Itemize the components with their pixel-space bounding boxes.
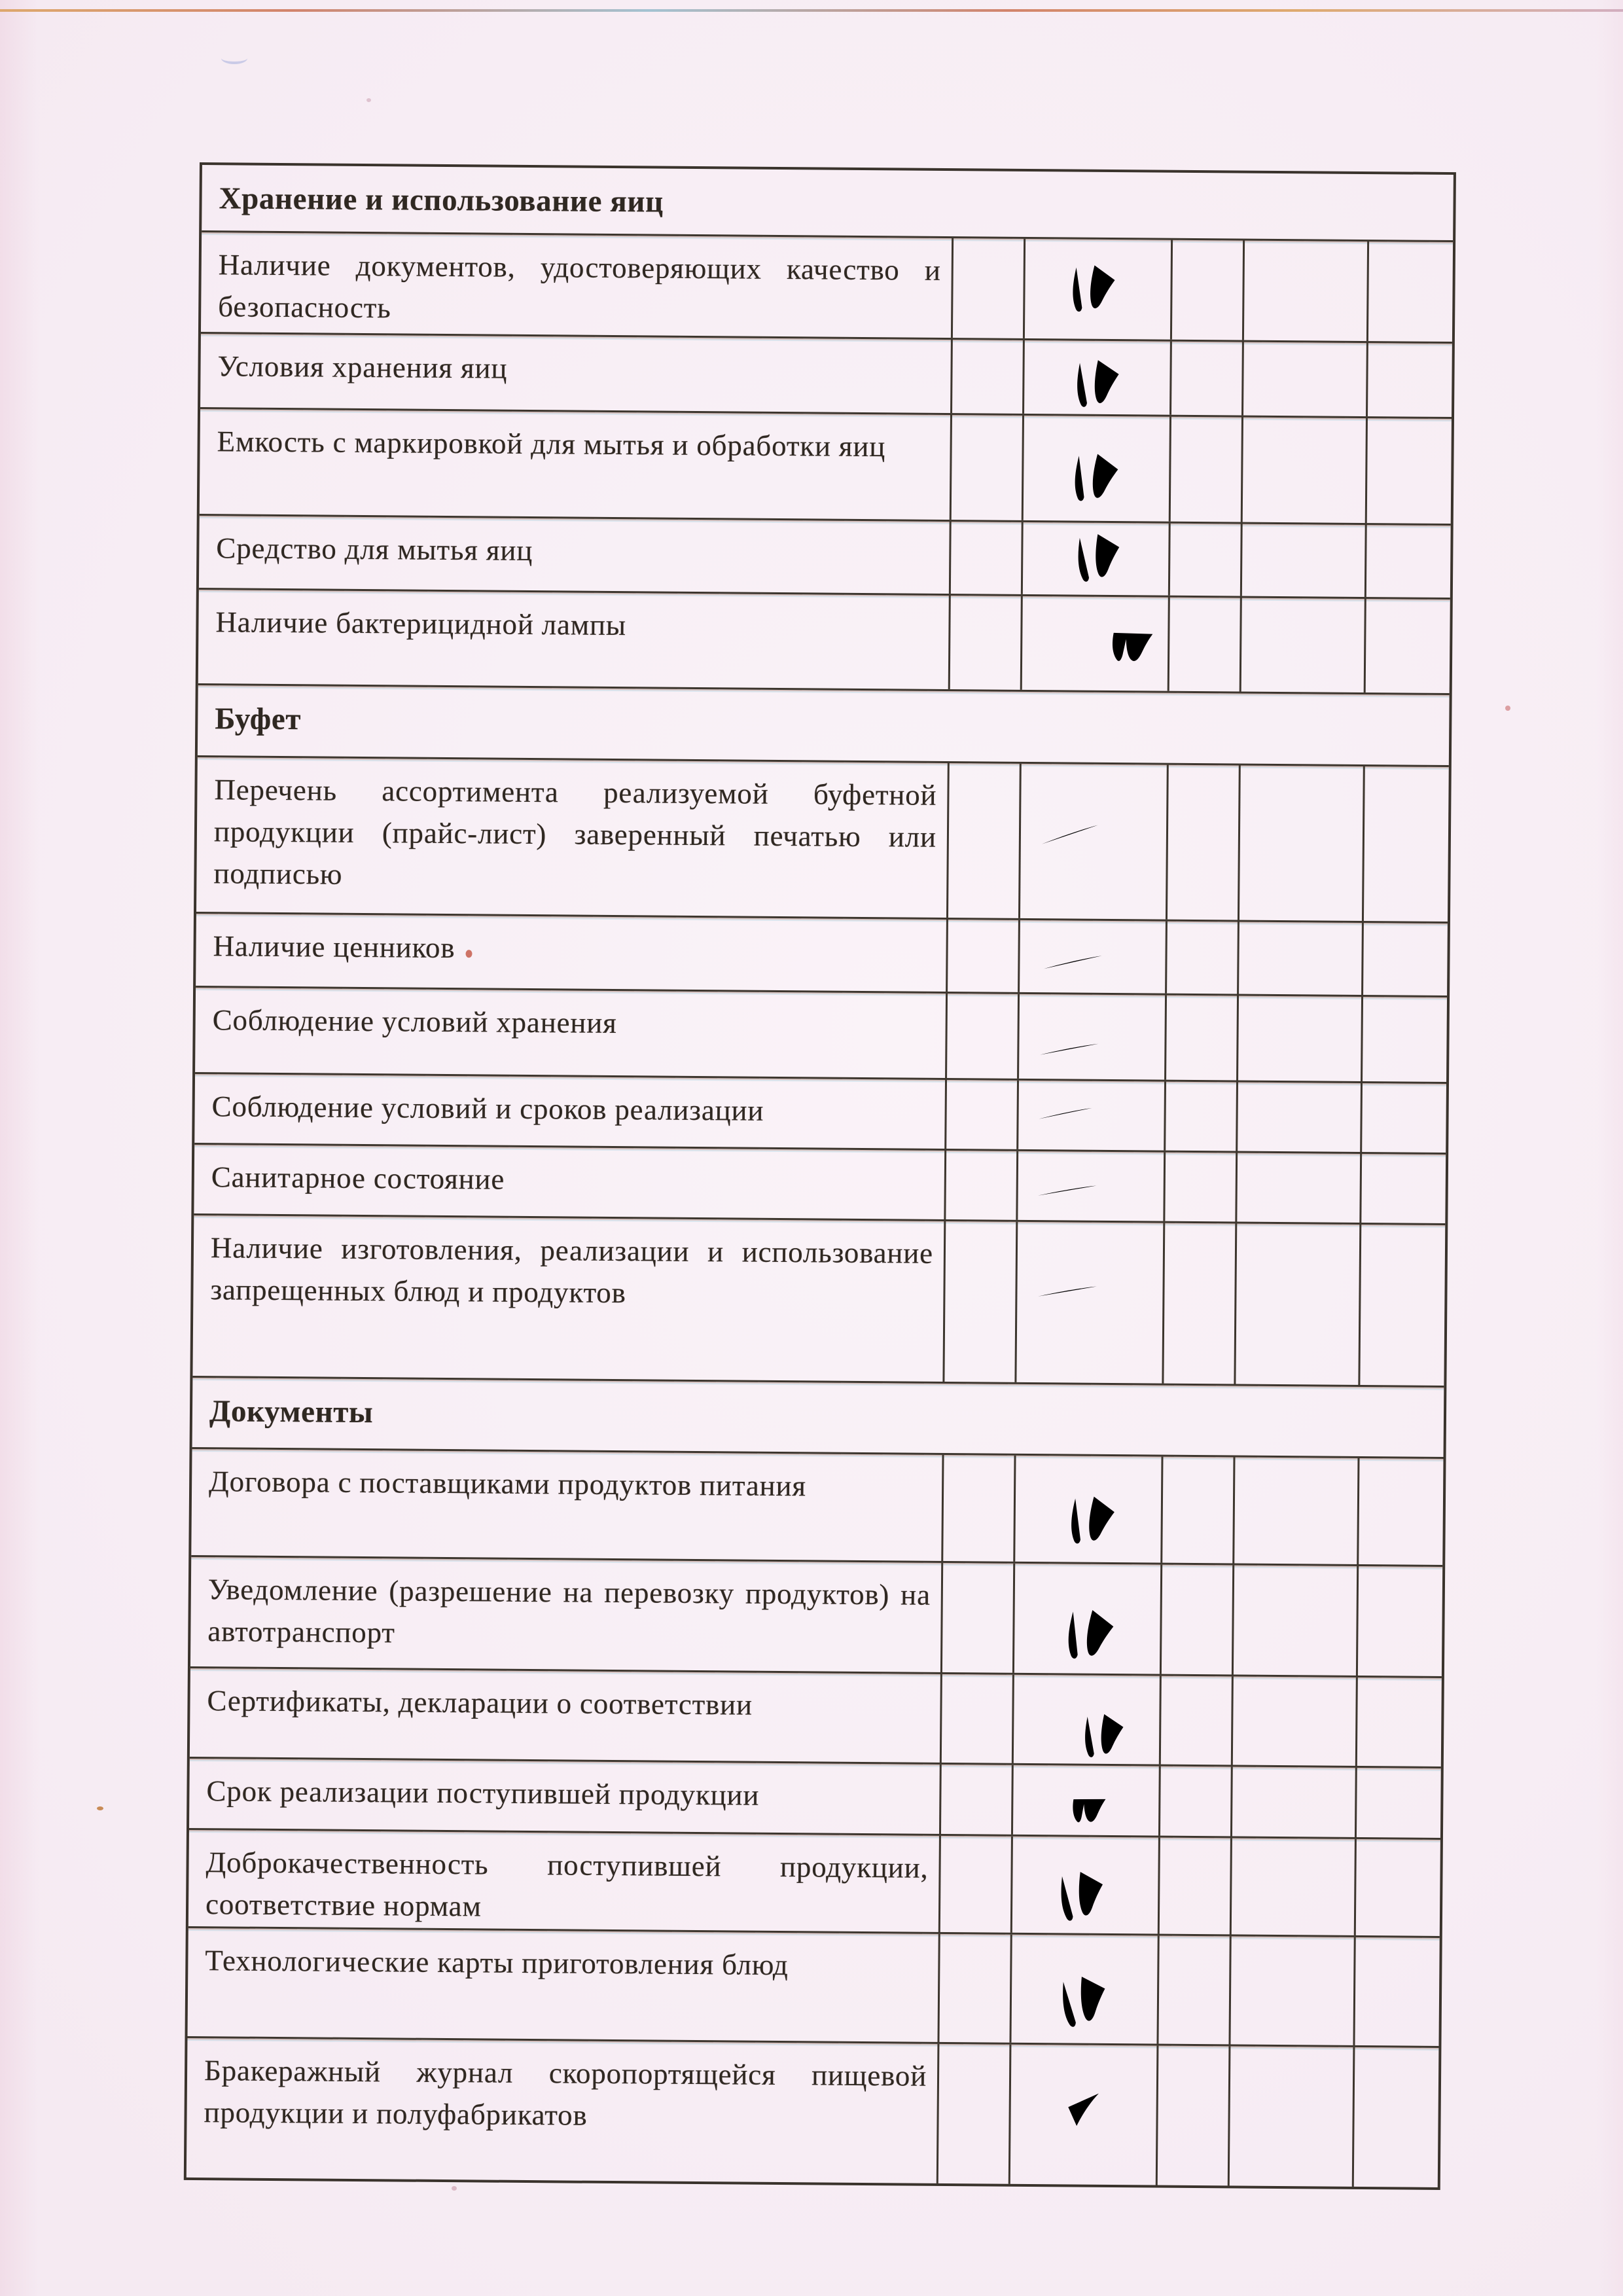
- paper-speck: [97, 1806, 103, 1810]
- row-label: Бракеражный журнал скоропортящейся пищевой продукции и полуфабрикатов: [204, 2054, 927, 2132]
- empty-cell: [1234, 1457, 1359, 1564]
- empty-cell: [1170, 524, 1243, 596]
- row-label: Доброкачественность поступившей продукции, соответствие нормам: [205, 1846, 929, 1923]
- row-label: Условия хранения яиц: [217, 350, 508, 385]
- empty-cell: [943, 1455, 1016, 1562]
- empty-cell: [1171, 342, 1244, 416]
- table-row: [192, 1215, 1445, 1388]
- empty-cell: [1164, 1223, 1237, 1384]
- row-label: Срок реализации поступившей продукции: [206, 1774, 760, 1812]
- empty-cell: [1232, 1767, 1357, 1837]
- table-row: [195, 988, 1447, 1084]
- handwritten-check-mark: [1043, 1967, 1123, 2047]
- empty-cell: [1160, 1838, 1232, 1935]
- table-row: [188, 1830, 1440, 1938]
- mark-cell: [1020, 764, 1169, 920]
- handwritten-check-mark: [1069, 1708, 1134, 1773]
- empty-cell: [946, 1080, 1019, 1149]
- empty-cell: [1232, 1838, 1357, 1935]
- empty-cell: [1158, 1936, 1231, 2045]
- table-row: [189, 1759, 1441, 1840]
- handwritten-check-mark: [1056, 260, 1124, 329]
- empty-cell: [946, 1151, 1018, 1220]
- empty-cell: [944, 1221, 1018, 1382]
- faint-pen-smudge: [221, 52, 247, 64]
- empty-cell: [952, 415, 1024, 520]
- empty-cell: [942, 1674, 1014, 1763]
- section-header-row: [202, 165, 1454, 242]
- table-row: [198, 590, 1450, 695]
- mark-cell: [1022, 596, 1170, 691]
- handwritten-check-mark: [1041, 1863, 1118, 1941]
- empty-cell: [950, 596, 1023, 690]
- checklist-table: [184, 162, 1456, 2190]
- empty-cell: [940, 1836, 1013, 1933]
- empty-cell: [1165, 1153, 1238, 1222]
- mark-cell: [1014, 1675, 1162, 1765]
- section-title: Буфет: [215, 702, 302, 737]
- empty-cell: [951, 522, 1024, 594]
- empty-cell: [1230, 2046, 1355, 2186]
- empty-cell: [1363, 923, 1442, 996]
- empty-cell: [1242, 524, 1367, 597]
- mark-cell: [1013, 1765, 1161, 1836]
- empty-cell: [1237, 1153, 1362, 1223]
- empty-cell: [1238, 1083, 1363, 1152]
- empty-cell: [1239, 922, 1364, 995]
- empty-cell: [1360, 1225, 1440, 1386]
- table-row: [190, 1557, 1442, 1678]
- table-row: [200, 334, 1452, 419]
- row-label: Наличие ценников: [213, 929, 455, 965]
- empty-cell: [1367, 418, 1446, 524]
- empty-cell: [942, 1563, 1015, 1673]
- empty-cell: [1233, 1676, 1358, 1765]
- paper-speck: [452, 2186, 457, 2191]
- empty-cell: [1361, 1154, 1440, 1223]
- empty-cell: [947, 994, 1020, 1079]
- handwritten-dash-mark: [1034, 1103, 1097, 1125]
- empty-cell: [1172, 240, 1245, 340]
- empty-cell: [1356, 1839, 1435, 1936]
- empty-cell: [1169, 598, 1242, 692]
- empty-cell: [1168, 765, 1241, 920]
- section-title: Хранение и использование яиц: [219, 181, 664, 219]
- row-label: Сертификаты, декларации о соответствии: [207, 1684, 753, 1721]
- empty-cell: [1357, 1677, 1436, 1767]
- empty-cell: [1241, 598, 1366, 692]
- row-label: Соблюдение условий и сроков реализации: [211, 1090, 764, 1127]
- mark-cell: [1020, 920, 1168, 994]
- empty-cell: [1243, 418, 1368, 523]
- mark-cell: [1018, 1151, 1166, 1221]
- table-row: [194, 1145, 1446, 1225]
- handwritten-check-mark: [1060, 527, 1133, 600]
- mark-cell: [1025, 239, 1173, 340]
- handwritten-tick-mark: [1053, 2086, 1113, 2146]
- mark-cell: [1016, 1222, 1165, 1384]
- scan-edge-artifact: [0, 9, 1623, 12]
- row-label: Технологические карты приготовления блюд: [205, 1944, 789, 1982]
- empty-cell: [1238, 996, 1363, 1081]
- empty-cell: [1240, 766, 1365, 921]
- table-row: [196, 757, 1449, 924]
- empty-cell: [1160, 1767, 1233, 1837]
- table-row: [187, 1928, 1439, 2048]
- empty-cell: [1166, 1082, 1238, 1151]
- row-label: Наличие изготовления, реализации и использование запрещенных блюд и продуктов: [210, 1231, 934, 1310]
- paper-speck: [1505, 706, 1510, 711]
- mark-cell: [1019, 994, 1167, 1080]
- table-row: [196, 914, 1448, 997]
- empty-cell: [1355, 1937, 1434, 2046]
- empty-cell: [1368, 242, 1448, 342]
- section-header-row: [198, 685, 1450, 767]
- mark-cell: [1011, 1935, 1159, 2044]
- row-label: Наличие бактерицидной лампы: [215, 605, 627, 642]
- handwritten-check-mark: [1052, 1605, 1122, 1676]
- section-title: Документы: [209, 1394, 374, 1430]
- handwritten-dash-mark: [1036, 951, 1109, 975]
- mark-cell: [1014, 1564, 1162, 1674]
- empty-cell: [1167, 922, 1240, 994]
- handwritten-dash-mark: [1033, 820, 1107, 851]
- empty-cell: [939, 1934, 1012, 2043]
- empty-cell: [1364, 766, 1444, 922]
- empty-cell: [1363, 997, 1442, 1082]
- mark-cell: [1010, 2045, 1159, 2185]
- empty-cell: [1166, 996, 1239, 1081]
- row-label: Соблюдение условий хранения: [212, 1003, 617, 1040]
- handwritten-check-mark: [1060, 354, 1131, 425]
- mark-cell: [1023, 522, 1171, 596]
- row-label: Санитарное состояние: [211, 1160, 505, 1196]
- row-label: Перечень ассортимента реализуемой буфетной продукции (прайс-лист) заверенный печатью или подписью: [213, 773, 937, 891]
- table-row: [194, 1074, 1446, 1155]
- empty-cell: [1236, 1224, 1361, 1385]
- red-ink-dot: [465, 950, 472, 958]
- empty-cell: [953, 238, 1026, 338]
- table-row: [190, 1668, 1442, 1768]
- empty-cell: [941, 1765, 1014, 1835]
- empty-cell: [1161, 1676, 1234, 1765]
- empty-cell: [948, 763, 1022, 918]
- empty-cell: [1244, 241, 1369, 341]
- table-row: [201, 232, 1453, 344]
- empty-cell: [938, 2044, 1012, 2184]
- table-row: [187, 2038, 1439, 2187]
- empty-cell: [1234, 1565, 1359, 1675]
- empty-cell: [1366, 599, 1445, 693]
- empty-cell: [1368, 343, 1447, 417]
- row-label: Договора с поставщиками продуктов питания: [208, 1465, 807, 1503]
- row-label: Емкость с маркировкой для мытья и обработки яиц: [217, 425, 886, 463]
- empty-cell: [1243, 342, 1368, 416]
- table-row: [191, 1449, 1443, 1567]
- mark-cell: [1018, 1081, 1166, 1151]
- handwritten-check-mark: [1065, 1791, 1115, 1830]
- empty-cell: [948, 920, 1020, 992]
- empty-cell: [1357, 1768, 1436, 1838]
- empty-cell: [1354, 2047, 1434, 2187]
- empty-cell: [1362, 1083, 1441, 1153]
- handwritten-dash-mark: [1033, 1282, 1102, 1302]
- empty-cell: [1162, 1565, 1234, 1675]
- handwritten-check-mark: [1055, 1492, 1124, 1560]
- handwritten-check-mark: [1059, 449, 1128, 518]
- row-label: Наличие документов, удостоверяющих качество и безопасность: [218, 248, 941, 325]
- empty-cell: [1230, 1936, 1355, 2045]
- empty-cell: [1158, 2046, 1231, 2186]
- mark-cell: [1024, 340, 1172, 415]
- row-label: Уведомление (разрешение на перевозку продуктов) на автотранспорт: [207, 1573, 931, 1649]
- empty-cell: [1359, 1458, 1438, 1565]
- paper-speck: [366, 98, 371, 102]
- empty-cell: [1358, 1566, 1437, 1676]
- empty-cell: [1162, 1457, 1235, 1564]
- handwritten-dash-mark: [1035, 1039, 1104, 1060]
- table-row: [200, 409, 1452, 526]
- empty-cell: [1366, 525, 1446, 598]
- mark-cell: [1012, 1837, 1160, 1934]
- empty-cell: [952, 340, 1025, 414]
- table-row: [199, 516, 1451, 600]
- mark-cell: [1024, 416, 1171, 522]
- section-header-row: [192, 1378, 1444, 1459]
- handwritten-dash-mark: [1031, 1181, 1103, 1202]
- handwritten-check-mark: [1097, 624, 1168, 670]
- row-label: Средство для мытья яиц: [216, 531, 533, 567]
- empty-cell: [1171, 417, 1243, 522]
- mark-cell: [1015, 1456, 1163, 1563]
